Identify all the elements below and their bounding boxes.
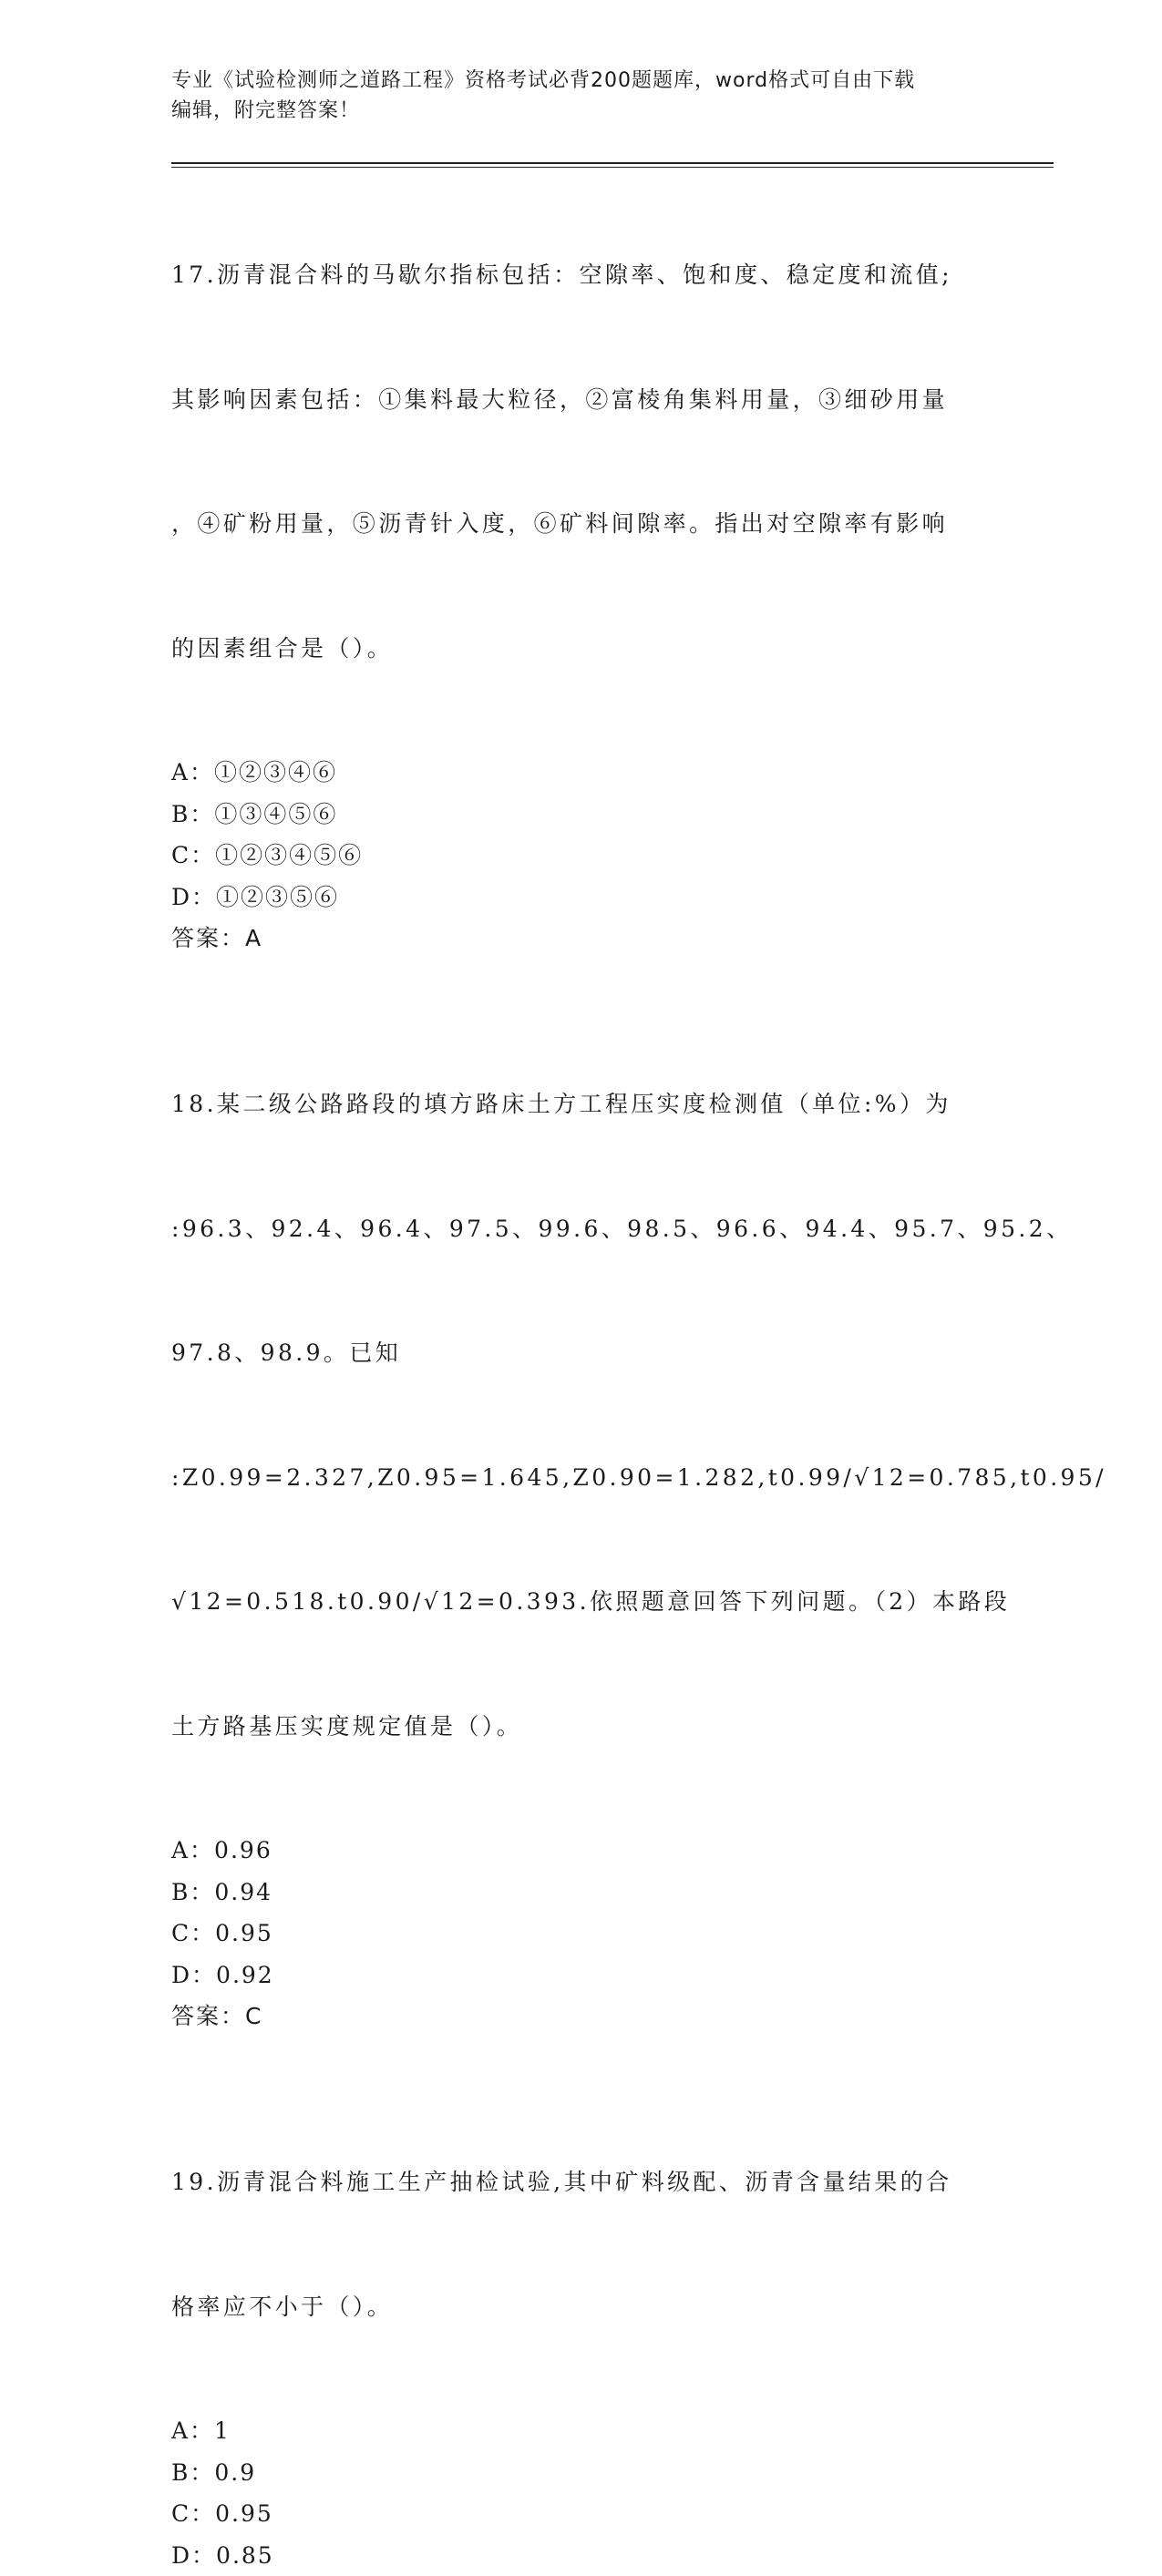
header-line-1: 专业《试验检测师之道路工程》资格考试必背200题题库，word格式可自由下载: [171, 66, 973, 96]
option-b: B：0.94: [171, 1872, 992, 1914]
answer-line: 答案：C: [171, 1996, 992, 2037]
question-text: [171, 2078, 992, 2410]
document-header: [171, 66, 973, 126]
question-list: [171, 171, 992, 2576]
option-d: D：0.85: [171, 2535, 992, 2576]
question-text-line: 19.沥青混合料施工生产抽检试验,其中矿料级配、沥青含量结果的合: [171, 2161, 992, 2203]
question-text: [171, 1001, 992, 1830]
option-b: B：①③④⑤⑥: [171, 794, 992, 836]
option-a: A：①②③④⑥: [171, 752, 992, 794]
question-text-line: :96.3、92.4、96.4、97.5、99.6、98.5、96.6、94.4、95.7、95.2、: [171, 1208, 992, 1250]
option-c: C：0.95: [171, 1913, 992, 1955]
question-text-line: 格率应不小于（）。: [171, 2286, 992, 2328]
question-text-line: √12=0.518.t0.90/√12=0.393.依照题意回答下列问题。（2）本路段: [171, 1581, 992, 1623]
option-c: C：0.95: [171, 2493, 992, 2535]
question-text-line: 土方路基压实度规定值是（）。: [171, 1706, 992, 1748]
question-text-line: ，④矿粉用量，⑤沥青针入度，⑥矿料间隙率。指出对空隙率有影响: [171, 503, 992, 545]
question-text-line: 其影响因素包括：①集料最大粒径，②富棱角集料用量，③细砂用量: [171, 379, 992, 421]
question-19: [171, 2078, 992, 2576]
header-line-2: 编辑，附完整答案！: [171, 96, 973, 126]
spacer: [171, 960, 992, 1001]
question-text-line: 97.8、98.9。已知: [171, 1332, 992, 1374]
option-a: A：1: [171, 2410, 992, 2452]
question-text-line: :Z0.99=2.327,Z0.95=1.645,Z0.90=1.282,t0.99/√12=0.785,t0.95/: [171, 1457, 992, 1499]
spacer: [171, 2037, 992, 2079]
option-d: D：0.92: [171, 1955, 992, 1996]
question-18: [171, 1001, 992, 2037]
question-17: [171, 171, 992, 960]
question-text: [171, 171, 992, 752]
option-d: D：①②③⑤⑥: [171, 877, 992, 919]
option-c: C：①②③④⑤⑥: [171, 835, 992, 877]
header-divider-thick: [171, 162, 1054, 164]
question-text-line: 的因素组合是（）。: [171, 628, 992, 670]
question-text-line: 17.沥青混合料的马歇尔指标包括：空隙率、饱和度、稳定度和流值;: [171, 254, 992, 296]
header-divider-thin: [171, 167, 1054, 168]
question-text-line: 18.某二级公路路段的填方路床土方工程压实度检测值（单位:%）为: [171, 1083, 992, 1125]
option-a: A：0.96: [171, 1830, 992, 1872]
answer-line: 答案：A: [171, 918, 992, 960]
option-b: B：0.9: [171, 2452, 992, 2494]
